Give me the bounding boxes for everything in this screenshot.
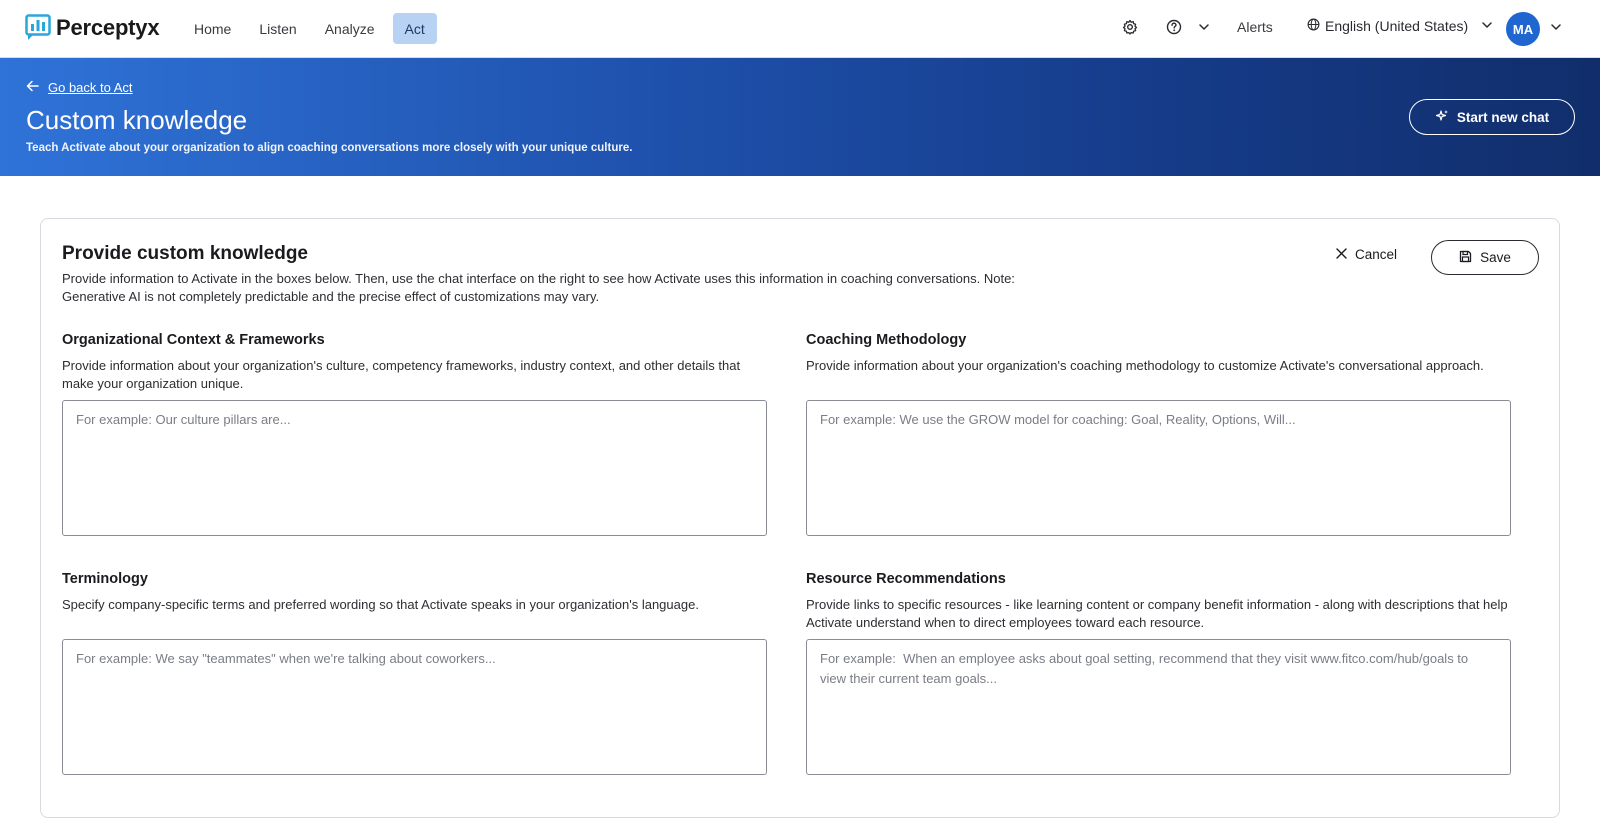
section-description: Provide information about your organization's culture, competency frameworks, industry context, and other details that make your organization unique. <box>62 358 741 391</box>
globe-icon <box>1307 18 1320 34</box>
start-new-chat-button[interactable] <box>1409 99 1575 135</box>
top-navigation <box>0 0 1600 58</box>
settings-button[interactable] <box>1119 18 1141 40</box>
section-title: Coaching Methodology <box>806 332 967 348</box>
page-header-banner <box>0 58 1600 176</box>
chevron-down-icon <box>1550 20 1562 38</box>
section-description: Provide links to specific resources - like learning content or company benefit information - along with descriptions that help Activate understand when to direct employees toward each resource. <box>806 597 1508 630</box>
chevron-down-icon <box>1481 18 1493 34</box>
language-label: English (United States) <box>1325 18 1469 34</box>
nav-tab-act[interactable]: Act <box>393 13 437 44</box>
help-icon <box>1166 19 1182 40</box>
nav-tab-home[interactable]: Home <box>194 20 232 37</box>
alerts-link[interactable]: Alerts <box>1237 19 1273 35</box>
back-link-label: Go back to Act <box>48 80 133 95</box>
nav-tab-analyze[interactable]: Analyze <box>324 20 375 37</box>
language-selector[interactable] <box>1307 18 1493 34</box>
save-label: Save <box>1480 250 1511 265</box>
terminology-textarea[interactable] <box>62 639 767 775</box>
resource-recommendations-textarea[interactable] <box>806 639 1511 775</box>
logo-icon <box>25 14 51 41</box>
org-context-textarea[interactable] <box>62 400 767 536</box>
main-nav-tabs <box>184 13 437 44</box>
card-description: Provide information to Activate in the boxes below. Then, use the chat interface on the right to see how Activate uses this information in coaching conversations. Note: Generative AI is not completely predictable and the precise effect of customizations may vary. <box>62 271 1015 304</box>
chevron-down-icon <box>1198 20 1210 38</box>
coaching-methodology-textarea[interactable] <box>806 400 1511 536</box>
card-title: Provide custom knowledge <box>62 243 308 264</box>
gear-icon <box>1122 19 1138 40</box>
page-subtitle: Teach Activate about your organization to align coaching conversations more closely with your unique culture. <box>26 142 633 154</box>
page-title: Custom knowledge <box>26 105 248 135</box>
section-description: Specify company-specific terms and preferred wording so that Activate speaks in your organization's language. <box>62 597 699 612</box>
save-icon <box>1459 250 1472 266</box>
section-coaching-methodology <box>806 332 1511 375</box>
section-resource-recommendations <box>806 571 1511 632</box>
section-terminology <box>62 571 767 614</box>
section-title: Resource Recommendations <box>806 571 1006 587</box>
section-description: Provide information about your organization's coaching methodology to customize Activate's conversational approach. <box>806 358 1484 373</box>
cancel-button[interactable] <box>1336 247 1397 262</box>
section-org-context <box>62 332 767 393</box>
back-link[interactable] <box>26 80 133 95</box>
user-avatar[interactable]: MA <box>1506 12 1540 46</box>
brand-logo[interactable] <box>25 14 159 41</box>
brand-name: Perceptyx <box>56 14 160 40</box>
cancel-label: Cancel <box>1355 247 1398 262</box>
help-menu-button[interactable] <box>1166 18 1210 40</box>
custom-knowledge-card <box>40 218 1560 818</box>
sparkle-icon <box>1435 109 1449 126</box>
close-icon <box>1336 247 1347 262</box>
section-title: Organizational Context & Frameworks <box>62 332 325 348</box>
arrow-left-icon <box>26 80 39 95</box>
start-new-chat-label: Start new chat <box>1456 109 1550 125</box>
nav-tab-listen[interactable]: Listen <box>259 20 297 37</box>
save-button[interactable] <box>1431 240 1539 275</box>
section-title: Terminology <box>62 571 148 587</box>
user-menu-chevron[interactable] <box>1545 18 1567 40</box>
